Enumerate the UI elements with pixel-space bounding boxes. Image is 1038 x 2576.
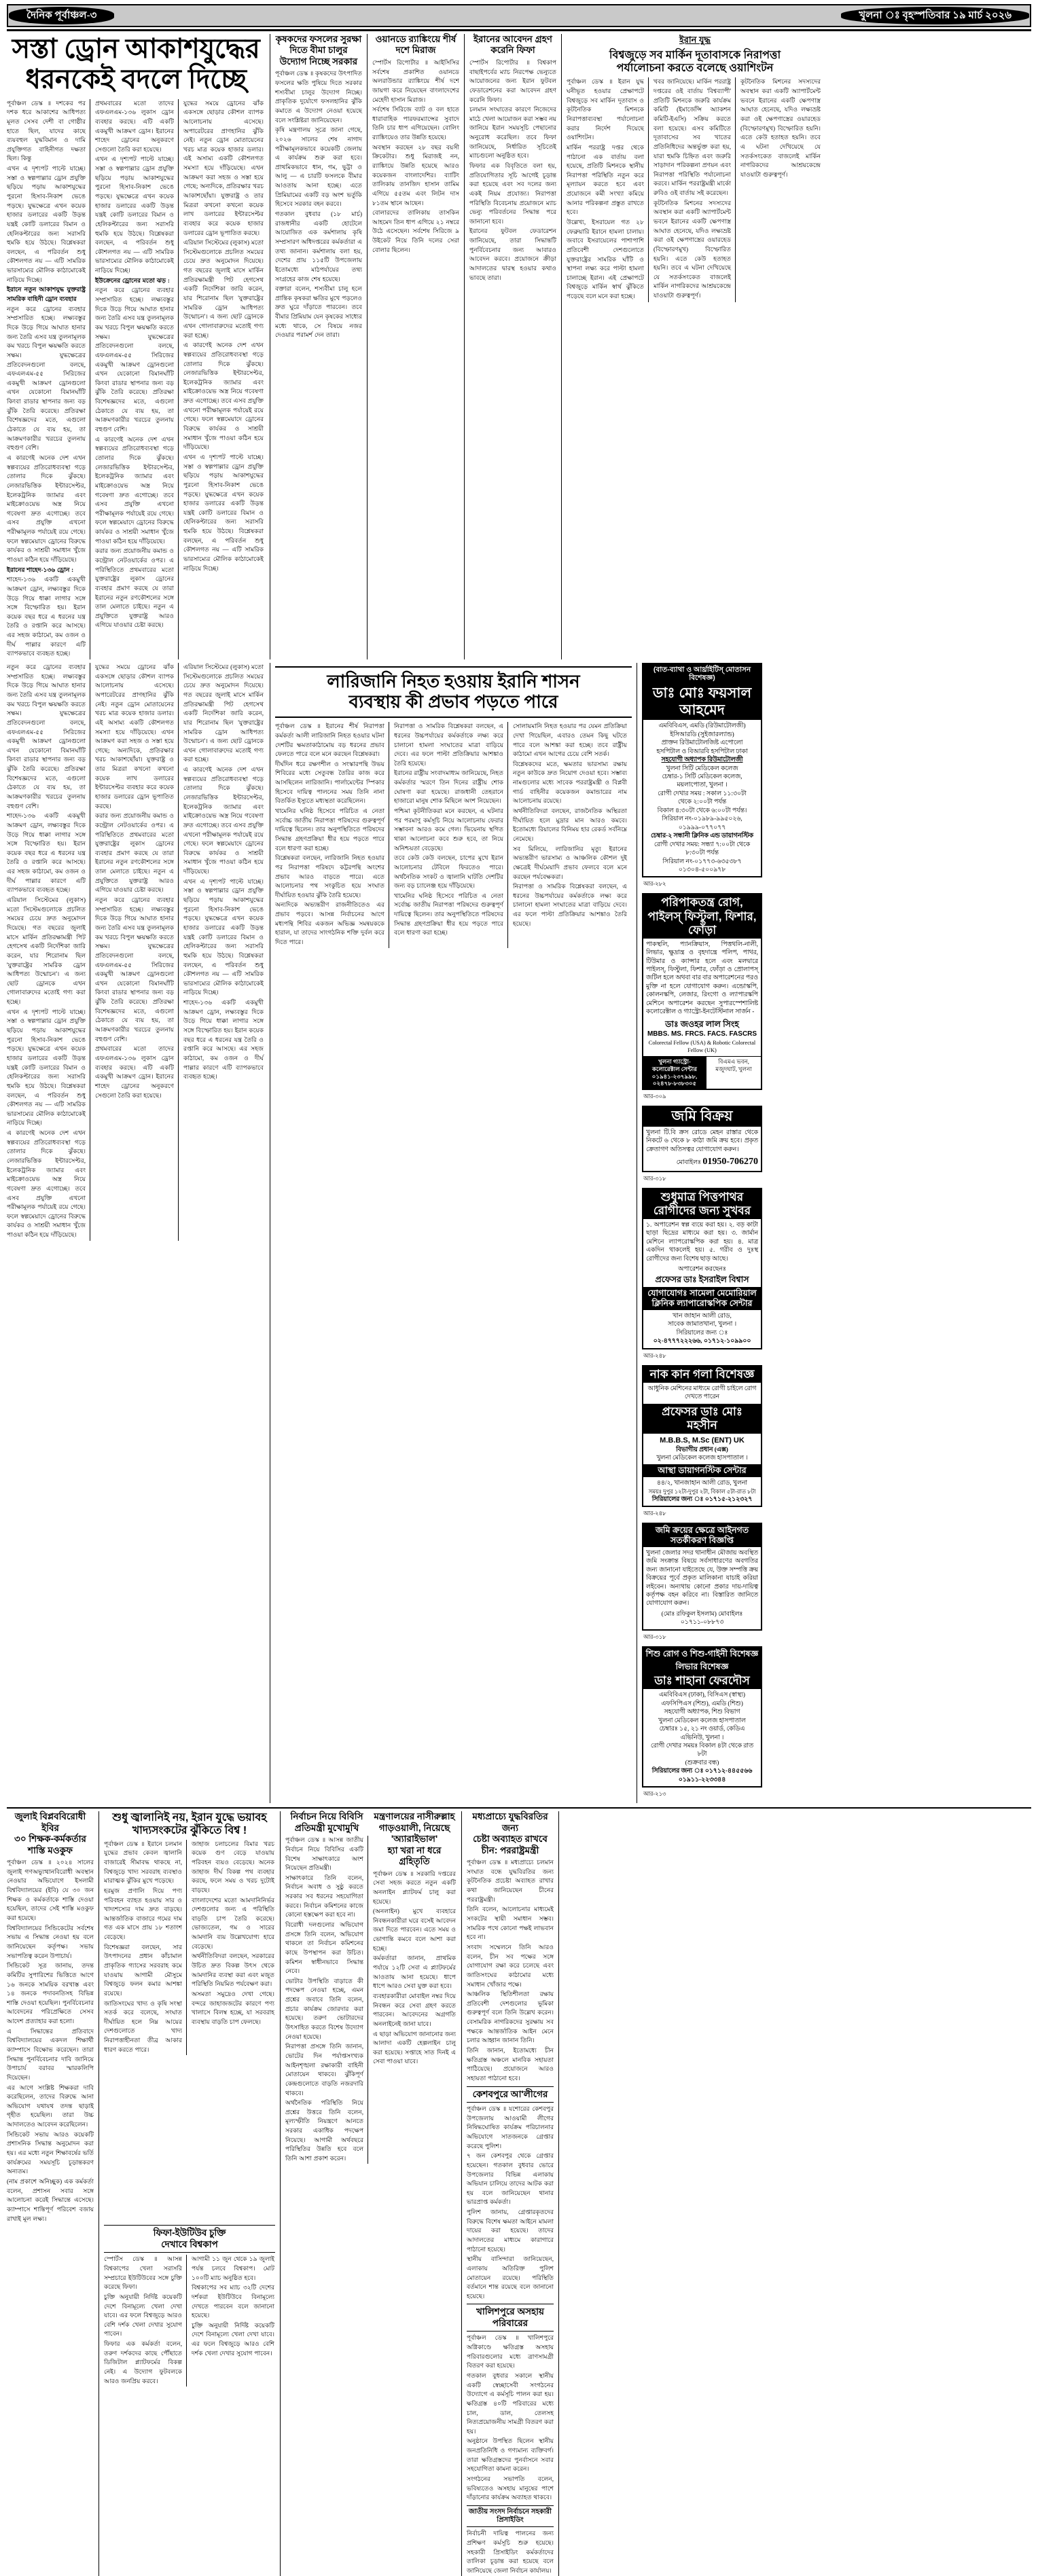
ad-gallstone-ref: আর-২৪৮ [643, 1352, 666, 1359]
lead-col-1: পূর্বাঞ্চল ডেস্ক ॥ দশকের পর দশক ধরে আকাশের আধিপত্য মূলত সেসব দেশী বা গোষ্ঠীর হাতে ছিল, যাদের কাছে ব্যয়বহুল যুদ্ধবিমান ও দামি প্রযুক্তিগত বাহিনীগত দক্ষতা ছিল। কিন্তু এখন এ দৃশ্যপট পাল্টে যাচ্ছে। সস্তা ও স্বল্পপাল্লার ড্রোন প্রযুক্তি ছড়িয়ে পড়ায় আকাশযুদ্ধের পুরনো হিসাব-নিকাশ ভেঙে পড়ছে। যুদ্ধক্ষেত্রে এখন কয়েক হাজার ডলারের একটি উড়ন্ত যন্ত্রই কোটি ডলারের বিমান ও হেলিকপ্টারের জন্য সরাসরি হুমকি হয়ে উঠছে। বিশ্লেষকরা বলছেন, এ পরিবর্তন শুধু কৌশলগত নয় — এটি সামরিক ভারসাম্যের মৌলিক কাঠামোকেই নাড়িয়ে দিচ্ছে। ইরানে নতুন আকাশযুদ্ধ যুক্তরাষ্ট্র সামরিক বাহিনী ড্রোন ব্যবহার নতুন করে ড্রোনের ব্যবহার সম্প্রসারিত হচ্ছে। লক্ষ্যবস্তুর দিকে উড়ে গিয়ে আঘাত হানার জন্য তৈরি এসব যন্ত্র তুলনামূলক কম খরচে বিপুল ক্ষয়ক্ষতি করতে সক্ষম। যুদ্ধক্ষেত্রের প্রতিবেদনগুলো বলছে, এফএলএম-৫৫ সিরিজের একমুখী আক্রমণ ড্রোনগুলো এখন যেকোনো বিমানঘাঁটি কিংবা রাডার স্থাপনার জন্য বড় ঝুঁকি তৈরি করেছে। প্রতিরক্ষা বিশেষজ্ঞদের মতে, এগুলো ঠেকাতে যে ব্যয় হয়, তা আক্রমণকারীর খরচের তুলনায় বহুগুণ বেশি। এ কারণেই অনেক দেশ এখন স্বল্পব্যয়ের প্রতিরোধব্যবস্থা গড়ে তোলার দিকে ঝুঁকছে। লেজারভিত্তিক ইন্টারসেপ্টর, ইলেকট্রনিক জ্যামার এবং মাইক্রোওয়েভ অস্ত্র নিয়ে গবেষণা দ্রুত এগোচ্ছে। তবে এসব প্রযুক্তি এখনো পরীক্ষামূলক পর্যায়েই রয়ে গেছে। ফলে স্বল্পমেয়াদে ড্রোনের বিরুদ্ধে কার্যকর ও সাশ্রয়ী সমাধান খুঁজে পাওয়া কঠিন হয়ে দাঁড়িয়েছে। ইরানের শাহেদ-১৩৬ ড্রোন : শাহেদ-১৩৬ একটি একমুখী আক্রমণ ড্রোন, লক্ষ্যবস্তুর দিকে উড়ে গিয়ে ধাক্কা লাগার সঙ্গে সঙ্গে বিস্ফোরিত হয়। ইরান কয়েক বছর ধরে এ ধরনের যন্ত্র তৈরি ও রপ্তানি করে আসছে। এর সহজ কাঠামো, কম ওজন ও দীর্ঘ পাল্লার কারণে এটি ব্যাপকভাবে ব্যবহৃত হচ্ছে। [7, 99, 90, 659]
larijani-col-3: সোলায়মানি নিহত হওয়ার পর যেমন প্রতিক্রিয়া দেখা গিয়েছিল, এবারও তেমন কিছু ঘটতে পারে বলে আশঙ্কা করা হচ্ছে। তবে রাষ্ট্রীয় কাঠামো এখন আগের চেয়ে বেশি সতর্ক। বিশ্লেষকদের মতে, ক্ষমতার ভারসাম্য রক্ষায় নতুন কাউকে দ্রুত নিয়োগ দেওয়া হবে। সম্ভাব্য নামগুলোর মধ্যে সাবেক পররাষ্ট্রমন্ত্রী ও বিপ্লবী গার্ড বাহিনীর কয়েকজন কমান্ডারের নাম আলোচনায় রয়েছে। অর্থনীতিবিদরা বলছেন, রাজনৈতিক অস্থিরতা দীর্ঘায়িত হলে মুদ্রার মান আরও কমবে। ইতোমধ্যে রিয়ালের বিনিময় হার রেকর্ড সর্বনিম্নে নেমেছে। সব মিলিয়ে, লারিজানির মৃত্যু ইরানের অভ্যন্তরীণ ভারসাম্য ও আঞ্চলিক কৌশল দুই ক্ষেত্রেই দীর্ঘমেয়াদি প্রভাব ফেলবে বলে মনে করছেন পর্যবেক্ষকরা। নিরাপত্তা ও সামরিক বিশ্লেষকরা বলছেন, এ ধরনের উচ্চপর্যায়ের কর্মকর্তাকে লক্ষ্য করে চালানো হামলা সংঘাতের মাত্রা বাড়িয়ে দেবে। এর ফলে পাল্টা প্রতিক্রিয়ার আশঙ্কাও তৈরি হয়েছে। [513, 723, 627, 927]
ad-land-sale[interactable] [642, 1106, 762, 1172]
ad-gallstone-address: খান জাহান আলী রোড, সাবেক জামাতখানা, খুলনা । সিরিয়ালের জন্য ঃ ০২-৪৭৭৭২২২৬৬, ০১৭১২-১০৯৯০০ [653, 1312, 751, 1345]
ad-ent-ref: আর-২৪৮ [643, 1510, 666, 1517]
mideast-body: পূর্বাঞ্চল ডেস্ক ॥ মধ্যপ্রাচ্যে চলমান সংঘাত বন্ধে যুদ্ধবিরতির জন্য কূটনৈতিক প্রচেষ্টা অব্যাহত রাখার কথা জানিয়েছেন চীনের পররাষ্ট্রমন্ত্রী। তিনি বলেন, আলোচনার মাধ্যমেই সংকটের স্থায়ী সমাধান সম্ভব। সামরিক পথে কোনো পক্ষই লাভবান হবে না। সংবাদ সম্মেলনে তিনি আরও বলেন, চীন সব পক্ষের সঙ্গে যোগাযোগ রক্ষা করে চলেছে এবং জাতিসংঘের কাঠামোর মধ্যে সমাধান খোঁজার পক্ষে। আঞ্চলিক স্থিতিশীলতা রক্ষায় প্রতিবেশী দেশগুলোর ভূমিকা গুরুত্বপূর্ণ বলে তিনি উল্লেখ করেন। বেসামরিক নাগরিকদের সুরক্ষায় সব পক্ষকে আন্তর্জাতিক আইন মেনে চলার আহ্বান জানান তিনি। তিনি জানান, ইতোমধ্যে চীন ক্ষতিগ্রস্ত অঞ্চলে মানবিক সহায়তা পাঠিয়েছে। প্রয়োজনে আরও সহায়তা পাঠানো হবে। [467, 1859, 554, 2082]
ad-rheumatology-highlight: সহযোগী অধ্যাপক রিউমাটোলজী [661, 757, 743, 764]
fifa-story [469, 34, 556, 659]
right-ad-column-top: কূটনৈতিক মিশনের সদস্যদের অবস্থান করা একটি অ্যাপার্টমেন্ট ভবনে ইরানের একটি ক্ষেপণাস্ত্র আঘাত হেনেছে, যদিও লক্ষ্যভ্রষ্ট করা ওই ক্ষেপণাস্ত্রের ওয়ারহেড (বিস্ফোরণমুখ) বিস্ফোরিত হয়নি। এতে কেউ হতাহত হয়নি। তবে এ ঘটনা দেখিয়েছে যে সতর্কসংকেত বাজলেই মার্কিন নাগরিকদের আশ্রয়কেন্দ্রে যাওয়াটা গুরুত্বপূর্ণ। [740, 78, 821, 178]
us-embassy-col-2: খবর জানিয়েছে। মার্কিন পররাষ্ট্র দপ্তরের ওই বার্তায় 'বিশ্বব্যাপী' প্রতিটি মিশনকে জরুরি কার্যক্রম কমিটি (ইমার্জেন্সি অ্যাকশন কমিটি-ইএসি) সক্রিয় করতে বলা হয়েছে। এসব কমিটিতে দূতাবাসের সব খাতের প্রতিনিধিদের অন্তর্ভুক্ত করা হয়, যারা হুমকি চিহ্নিত এবং জরুরি সাড়াদান পরিকল্পনা প্রণয়ন এবং নিরাপত্তা পরিস্থিতি পর্যালোচনা করবে। মার্কিন পররাষ্ট্রমন্ত্রী মার্কো রুবিও ওই বার্তায় সই করেছেন। কূটনৈতিক মিশনের সদস্যদের অবস্থান করা একটি অ্যাপার্টমেন্ট ভবনে ইরানের একটি ক্ষেপণাস্ত্র আঘাত হেনেছে, যদিও লক্ষ্যভ্রষ্ট করা ওই ক্ষেপণাস্ত্রের ওয়ারহেড (বিস্ফোরণমুখ) বিস্ফোরিত হয়নি। এতে কেউ হতাহত হয়নি। তবে এ ঘটনা দেখিয়েছে যে সতর্কসংকেত বাজলেই মার্কিন নাগরিকদের আশ্রয়কেন্দ্রে যাওয়াটা গুরুত্বপূর্ণ। [654, 77, 736, 302]
ad-rheumatology-topbar: (বাত-ব্যাথা ও আর্থ্রাইটিস্ মোতাসন বিশেষজ্ঞ) [643, 664, 761, 684]
divider-4 [561, 34, 562, 659]
ad-land-law-contact: (মোঃ রফিকুল ইসলাম) মোবাইলঃ ০১৭১১-০৮৮৭৩ [661, 1610, 743, 1627]
ad-rheumatology-ref: আর-২৮২ [643, 881, 666, 888]
ad-gastro-credentials [643, 1019, 761, 1056]
lead-col-3: যুদ্ধের সময়ে ড্রোনের ঝাঁক একসঙ্গে ছোড়ার কৌশল ব্যাপক আলোচনায় এসেছে। অপারেটরের প্রাণহানির ঝুঁকি নেই। নতুন ড্রোন মোতায়েনের খরচ মাত্র কয়েক হাজার ডলার। এই অসাম্য একটি কৌশলগত সমস্যা হয়ে দাঁড়িয়েছে। এখন আক্রমণ করা সহজ ও সস্তা হয়ে গেছে; অন্যদিকে, প্রতিরক্ষার খরচ আকাশছোঁয়া। যুক্তরাষ্ট্র ও তার মিত্ররা কখনো কখনো কয়েক লাখ ডলারের ইন্টারসেপ্টর ব্যবহার করে কয়েক হাজার ডলারের ড্রোন ভূপাতিত করছে। এরিয়াল সিস্টেমের (লুকাস) মতো সিস্টেমগুলোকে প্রচলিত সময়ের চেয়ে দ্রুত অনুমোদন দিয়েছে। গত বছরের জুলাই মাসে মার্কিন প্রতিরক্ষামন্ত্রী পিট হেগসেথ একটি নির্দেশিকা জারি করেন, যার শিরোনাম ছিল 'যুক্তরাষ্ট্রের সামরিক ড্রোন আধিপত্য উন্মোচন'। এ জন্য ছোট ড্রোনকে এখন গোলাবারুদের মতোই গণ্য করা হচ্ছে। এ কারণেই অনেক দেশ এখন স্বল্পব্যয়ের প্রতিরোধব্যবস্থা গড়ে তোলার দিকে ঝুঁকছে। লেজারভিত্তিক ইন্টারসেপ্টর, ইলেকট্রনিক জ্যামার এবং মাইক্রোওয়েভ অস্ত্র নিয়ে গবেষণা দ্রুত এগোচ্ছে। তবে এসব প্রযুক্তি এখনো পরীক্ষামূলক পর্যায়েই রয়ে গেছে। ফলে স্বল্পমেয়াদে ড্রোনের বিরুদ্ধে কার্যকর ও সাশ্রয়ী সমাধান খুঁজে পাওয়া কঠিন হয়ে দাঁড়িয়েছে। এখন এ দৃশ্যপট পাল্টে যাচ্ছে। সস্তা ও স্বল্পপাল্লার ড্রোন প্রযুক্তি ছড়িয়ে পড়ায় আকাশযুদ্ধের পুরনো হিসাব-নিকাশ ভেঙে পড়ছে। যুদ্ধক্ষেত্রে এখন কয়েক হাজার ডলারের একটি উড়ন্ত যন্ত্রই কোটি ডলারের বিমান ও হেলিকপ্টারের জন্য সরাসরি হুমকি হয়ে উঠছে। বিশ্লেষকরা বলছেন, এ পরিবর্তন শুধু কৌশলগত নয় — এটি সামরিক ভারসাম্যের মৌলিক কাঠামোকেই নাড়িয়ে দিচ্ছে। [183, 99, 264, 572]
ad-land-sale-phone-label: মোবাইলঃ [676, 1159, 701, 1167]
ad-gastro-fellow: Colorectal Fellow (USA) & Robotic Colorectal Fellow (UK) [648, 1039, 756, 1053]
ad-child-gynae-ref: আর-২১৩ [643, 1791, 666, 1798]
lower-band [7, 1807, 1031, 2575]
us-embassy-col-1: পূর্বাঞ্চল ডেস্ক ॥ ইরান যুদ্ধ ঘনীভূত হওয়ার প্রেক্ষাপটে বিশ্বজুড়ে সব মার্কিন দূতাবাস ও কূটনৈতিক মিশনকে নিরাপত্তাব্যবস্থা পর্যালোচনা করার নির্দেশ দিয়েছে ওয়াশিংটন। মার্কিন পররাষ্ট্র দপ্তর থেকে পাঠানো এক বার্তায় বলা হয়েছে, প্রতিটি মিশনকে স্থানীয় নিরাপত্তা পরিস্থিতি নতুন করে মূল্যায়ন করতে হবে এবং প্রয়োজনে কর্মী সংখ্যা কমিয়ে আনার পরিকল্পনা প্রস্তুত রাখতে হবে। উল্লেখ্য, ইসরায়েল গত ২৮ ফেব্রুয়ারি ইরানে হামলা চালায়। জবাবে ইসরায়েলের পাশাপাশি প্রতিবেশী দেশগুলোতে যুক্তরাষ্ট্রের সামরিক ঘাঁটি ও স্থাপনা লক্ষ্য করে পাল্টা হামলা চালাচ্ছে ইরান। এই প্রেক্ষাপটে বিশ্বজুড়ে মার্কিন স্বার্থ ঝুঁকিতে পড়েছে বলে মনে করা হচ্ছে। [567, 77, 649, 302]
ad-land-law-topbar: জমি ক্রয়ের ক্ষেত্রে আইনগত সতর্কীকরণ বিজ্ঞপ্তি [643, 1524, 761, 1547]
ad-gallstone-body: ১. অপারেশন স্বল্প ব্যয়ে করা হয়। ২. বড় কাটা ছাড়া ছিদ্রের মাধ্যমে করা হয়। ৩. জার্মান মেশিনে ল্যাপরোস্কপিক করা হয়। ৪. মাত্র একদিন থাকলেই হয়। ৫. গরীব ও দুঃস্থ রোগীদের জন্য বিশেষ ছাড় আছে। [646, 1221, 758, 1263]
odi-headline: ওয়ানডে র‍্যাঙ্কিংয়ে শীর্ষ দশে মিরাজ [375, 34, 457, 56]
lead-story [7, 34, 265, 659]
us-embassy-story [567, 34, 823, 659]
ad-land-sale-topbar: জমি বিক্রয় [643, 1107, 761, 1127]
keshabpur-headline: কেশবপুরে আ'লীগের [472, 2088, 548, 2099]
ad-rheumatology-body: এমবিবিএস, এমডি (রিউমাটোলজী) ইসিআরডি (সুইজারল্যান্ড) প্রাক্তন রিউমাটোলজিষ্ট এপোলো হসপিটাল ও বিআরবি হসপিটাল ঢাকা সহযোগী অধ্যাপক রিউমাটোলজী খুলনা সিটি মেডিকেল কলেজ চেম্বার-১ সিটি মেডিকেল কলেজ, ময়লাপোতা, খুলনা । রোগী দেখার সময় : সকাল ১১:৩০টা থেকে ২:০০টা পর্যন্ত বিকাল ৪:৩০টা থেকে ৬:০০টা পর্যন্ত। সিরিয়াল নং-০১৯৮৯-৯৯৫০২৬, ০১৯৯৯-০৭৭০৭৭ চেম্বার-২ সন্ধানী ক্লিনিক এন্ড ডায়াগনস্টিক রোগী দেখার সময়: সন্ধ্যা ৭:০০টা থেকে ৮:৩০টা পর্যন্ত সিরিয়াল নং-০১৭৭৩-৬৩৫৩৮৭ ০১৩০৪-৫০০৯৭৮ [643, 720, 761, 876]
ad-gallstone-contact-bar: যোগাযোগঃ সামেলা মেমোরিয়াল ক্লিনিক ল্যাপারোস্কপিক সেন্টার [643, 1287, 761, 1310]
crop-insurance-story [275, 34, 362, 659]
ad-gastro-address: বিএমএ ভবন, মজুদঘাট, খুলনা [706, 1057, 761, 1089]
khalishpur-footer-body: নির্বাচনী দায়িত্ব পালনের জন্য প্রশিক্ষণ কর্মসূচি শুরু হয়েছে। সহকারী প্রিসাইডিং কর্মকর্তাদের তালিকা চূড়ান্ত করা হয়েছে বলে জানিয়েছে জেলা নির্বাচন কার্যালয়। [467, 2530, 554, 2574]
ad-gastro[interactable] [642, 893, 762, 1090]
bbc-story [285, 1811, 368, 2164]
divider-2 [367, 34, 368, 659]
ad-gallstone-name: প্রফেসর ডাঃ ইসরাইল বিশ্বাস [655, 1274, 749, 1284]
us-embassy-headline: বিশ্বজুড়ে সব মার্কিন দূতাবাসকে নিরাপত্তা পর্যালোচনা করতে বলেছে ওয়াশিংটন [609, 50, 781, 75]
khalishpur-headline: খালিশপুরে অসহায় পরিবারের [476, 2306, 545, 2328]
fuel-col-2: জাহাজ চলাচলের বিমার খরচ কয়েক গুণ বেড়ে যাওয়ায় পরিবহন ব্যয়ও বেড়েছে। অনেক জাহাজ দীর্ঘ বিকল্প পথ ব্যবহার করছে, ফলে সময় ও খরচ দুটোই বাড়ছে। বাংলাদেশের মতো আমদানিনির্ভর দেশগুলোর জন্য এ পরিস্থিতি বাড়তি চাপ তৈরি করেছে। ভোজ্যতেল, গম ও সারের আমদানি ব্যয় উল্লেখযোগ্য হারে বেড়েছে। অর্থনীতিবিদরা বলছেন, সরকারের উচিত দ্রুত বিকল্প উৎস থেকে আমদানির ব্যবস্থা করা এবং মজুত পরিস্থিতি নিয়মিত পর্যবেক্ষণ করা। অসমতা সমুদ্রেও দেখা গেছে। বন্দরে জাহাজজটের কারণে পণ্য খালাসে বিলম্ব হচ্ছে, যা সরবরাহ ব্যবস্থায় বাড়তি চাপ ফেলছে। [192, 1840, 274, 2025]
larijani-col-2: নিরাপত্তা ও সামরিক বিশ্লেষকরা বলছেন, এ ধরনের উচ্চপর্যায়ের কর্মকর্তাকে লক্ষ্য করে চালানো হামলা সংঘাতের মাত্রা বাড়িয়ে দেবে। এর ফলে পাল্টা প্রতিক্রিয়ার আশঙ্কাও তৈরি হয়েছে। ইরানের রাষ্ট্রীয় সংবাদমাধ্যম জানিয়েছে, নিহত কর্মকর্তার স্মরণে তিন দিনের রাষ্ট্রীয় শোক ঘোষণা করা হয়েছে। রাজধানী তেহরানে হাজারো মানুষ শোক মিছিলে অংশ নিয়েছেন। পশ্চিমা কূটনীতিকরা মনে করছেন, এ ঘটনার পর পরমাণু কর্মসূচি নিয়ে আলোচনায় ফেরার সম্ভাবনা আরও কমে গেল। ভিয়েনায় স্থগিত থাকা আলোচনা কবে শুরু হবে, তা নিয়ে অনিশ্চয়তা বেড়েছে। তবে কেউ কেউ বলছেন, চাপের মুখে ইরান আলোচনার টেবিলে ফিরতেও পারে। অর্থনৈতিক সংকট ও জ্বালানি ঘাটতি দেশটির জন্য বড় চ্যালেঞ্জ হয়ে দাঁড়িয়েছে। খামেনির ঘনিষ্ঠ হিসেবে পরিচিত এ নেতা সর্বোচ্চ জাতীয় নিরাপত্তা পরিষদের গুরুত্বপূর্ণ দায়িত্বে ছিলেন। তার অনুপস্থিতিতে পরিষদের সিদ্ধান্ত গ্রহণপ্রক্রিয়া ধীর হয়ে পড়তে পারে বলে ধারণা করা হচ্ছে। [394, 722, 508, 947]
ad-rheumatology[interactable] [642, 663, 762, 877]
ad-ent-name: প্রফেসর ডাঃ মোঃ মহসীন [643, 1404, 761, 1434]
divider-8 [280, 1811, 281, 2575]
ad-child-gynae-topbar: শিশু রোগ ও শিশু-গাইনী বিশেষজ্ঞ [643, 1648, 761, 1661]
mou-body: পূর্বাঞ্চল ডেস্ক ॥ সরকারি দপ্তরের সেবা সহজ করতে নতুন একটি অনলাইন প্ল্যাটফর্ম চালু করা হয়েছে। (অনলাইন) মুখে ব্যবহারে নিবন্ধনকারীরা ঘরে বসেই আবেদন জমা দিতে পারবেন। এতে সময় ও ভোগান্তি কমবে বলে আশা করা হচ্ছে। কর্মকর্তারা জানান, প্রাথমিক পর্যায়ে ১২টি সেবা এ প্ল্যাটফর্মের আওতায় আনা হয়েছে। ধাপে ধাপে আরও সেবা যুক্ত করা হবে। ব্যবহারকারীরা মোবাইল নম্বর দিয়ে নিবন্ধন করে সেবা গ্রহণ করতে পারবেন। আবেদনের অগ্রগতি অনলাইনেই জানা যাবে। এ ছাড়া অভিযোগ জানানোর জন্য আলাদা একটি হেল্পলাইন চালু করা হয়েছে। সপ্তাহে সাত দিনই এ সেবা পাওয়া যাবে। [373, 1870, 456, 2065]
ad-gastro-name: ডাঃ জওহর লাল সিংহ [665, 1019, 739, 1029]
mideast-headline: মধ্যপ্রাচ্যে যুদ্ধবিরতির জন্য চেষ্টা অব্যাহত রাখবে চীন: পররাষ্ট্রমন্ত্রী [472, 1811, 548, 1855]
keshabpur-body: পূর্বাঞ্চল ডেস্ক ॥ যশোরের কেশবপুর উপজেলায় আওয়ামী লীগের নিষিদ্ধঘোষিত কার্যক্রম পরিচালনার অভিযোগে সাতজনকে গ্রেপ্তার করেছে পুলিশ। ৭ জন কেশবপুর থেকে গ্রেপ্তার হয়েছেন। গতকাল বুধবার ভোরে উপজেলার বিভিন্ন এলাকায় অভিযান চালিয়ে তাদের আটক করা হয় বলে জানিয়েছেন থানার ভারপ্রাপ্ত কর্মকর্তা। পুলিশ জানায়, গ্রেপ্তারকৃতদের বিরুদ্ধে বিশেষ ক্ষমতা আইনে মামলা দায়ের করা হয়েছে। তাদের আদালতের মাধ্যমে কারাগারে পাঠানো হয়েছে। স্থানীয় বাসিন্দারা জানিয়েছেন, এলাকায় অতিরিক্ত পুলিশ মোতায়েন রয়েছে। পরিস্থিতি বর্তমানে শান্ত রয়েছে বলে জানানো হয়েছে। [467, 2105, 554, 2300]
masthead-left-ear: দৈনিক পূর্বাঞ্চল-৩ [9, 7, 114, 24]
ad-land-sale-ref: আর-৩১৮ [643, 1175, 666, 1182]
ad-land-law-ref: আর-৩১৮ [643, 1633, 666, 1640]
july-story [7, 1811, 94, 2575]
july-headline: জুলাই বিপ্লববিরোধী ইবির ৩০ শিক্ষক-কর্মকর্তার শাস্তি মওকুফ [14, 1811, 86, 1855]
mid-band [7, 663, 1031, 1803]
right-news-column [467, 1811, 554, 2575]
lead-cont-col-2: যুদ্ধের সময়ে ড্রোনের ঝাঁক একসঙ্গে ছোড়ার কৌশল ব্যাপক আলোচনায় এসেছে। অপারেটরের প্রাণহানির ঝুঁকি নেই। নতুন ড্রোন মোতায়েনের খরচ মাত্র কয়েক হাজার ডলার। এই অসাম্য একটি কৌশলগত সমস্যা হয়ে দাঁড়িয়েছে। এখন আক্রমণ করা সহজ ও সস্তা হয়ে গেছে; অন্যদিকে, প্রতিরক্ষার খরচ আকাশছোঁয়া। যুক্তরাষ্ট্র ও তার মিত্ররা কখনো কখনো কয়েক লাখ ডলারের ইন্টারসেপ্টর ব্যবহার করে কয়েক হাজার ডলারের ড্রোন ভূপাতিত করছে। করার জন্য প্রয়োজনীয় কমান্ড ও কন্ট্রোল নেটওয়ার্কের ওপর। এ পরিস্থিতিতে প্রথমবারের মতো যুক্তরাষ্ট্রের লুকাস ড্রোনের ব্যবহার প্রমাণ করছে যে তারা ইরানের নতুন রণকৌশলের সঙ্গে তাল মেলাতে চাইছে। নতুন এ প্রযুক্তিতে যুক্তরাষ্ট্র আরও এগিয়ে যাওয়ার চেষ্টা করছে। নতুন করে ড্রোনের ব্যবহার সম্প্রসারিত হচ্ছে। লক্ষ্যবস্তুর দিকে উড়ে গিয়ে আঘাত হানার জন্য তৈরি এসব যন্ত্র তুলনামূলক কম খরচে বিপুল ক্ষয়ক্ষতি করতে সক্ষম। যুদ্ধক্ষেত্রের প্রতিবেদনগুলো বলছে, এফএলএম-৫৫ সিরিজের একমুখী আক্রমণ ড্রোনগুলো এখন যেকোনো বিমানঘাঁটি কিংবা রাডার স্থাপনার জন্য বড় ঝুঁকি তৈরি করেছে। প্রতিরক্ষা বিশেষজ্ঞদের মতে, এগুলো ঠেকাতে যে ব্যয় হয়, তা আক্রমণকারীর খরচের তুলনায় বহুগুণ বেশি। প্রথমবারের মতো তাদের এফএলএম-১৩৬ লুকাস ড্রোন ব্যবহার করছে। এটি একটি একমুখী আক্রমণ ড্রোন। ইরানের শাহেদ ড্রোনের অনুকরণে সেগুলো তৈরি করা হয়েছে। [95, 663, 179, 1241]
ad-gastro-body: পাকস্থলি, প্যানক্রিয়াস, পিত্তথলি-নালী, লিভার, ক্ষুদ্রান্ত্র ও বৃহদান্ত্রে পলিপ, পাথর, টিউমার ও ক্যান্সার হলে এবং মলদ্বারে পাইলস্, ফিস্টুলা, ফিশার, ফোঁড়া ও প্রোলাপস্ জটিল হলে অথবা বার বার অপারেশনের পরও মুক্তি না হলে যোগাযোগ করুন। এন্ডোস্কপি, কোলনস্কপি, লেজার, রিংগো ও ল্যাপারস্কপি মেশিনে অপারেশন করছেন সুপারস্পেশালিষ্ট কলোরেক্টাল ও গ্যাস্ট্রো-ইনটেস্টিনাল সার্জন - [646, 941, 758, 1016]
larijani-headline: লারিজানি নিহত হওয়ায় ইরানি শাসন ব্যবস্থায় কী প্রভাব পড়তে পারে [327, 671, 580, 712]
right-ad-rail [642, 663, 762, 1803]
ad-gallstone-surgeon: অপারেশন করছেনঃ প্রফেসর ডাঃ ইসরাইল বিশ্বাস [643, 1265, 761, 1287]
ad-gastro-ref: আর-৩০৯ [643, 1093, 666, 1100]
ad-child-gynae[interactable] [642, 1646, 762, 1788]
lead-headline: সস্তা ড্রোন আকাশযুদ্ধের ধরনকেই বদলে দিচ্ছে [12, 34, 260, 94]
ad-ent-topbar: নাক কান গলা বিশেষজ্ঞ [643, 1366, 761, 1383]
ad-child-gynae-body: এমবিবিএস (ঢাকা), বিসিএস (স্বাস্থ্য) এফসিপিএস (শিশু), এমডি (শিশু) সহযোগী অধ্যাপক, শিশু বিভাগ খুলনা মেডিকেল কলেজ হাসপাতাল চেম্বারঃ ১৫, ২১ নং ওয়ার্ড, কেডিএ এভিনিউ, খুলনা । রোগী দেখার সময়ঃ বিকাল ৪টা থেকে রাত ৮টা (শুক্রবার বন্ধ) সিরিয়ালের জন্য ঃ ০১৭১২-৪৪৫৫৬৬ ০১৯১১-২২৩৩৪৪ [650, 1692, 754, 1783]
larijani-headline-box [275, 666, 632, 718]
ad-gastro-center: খুলনা গ্যাস্ট্রো-কলোরেক্টাল সেন্টার ০১৯৪১-২৩৭৯৯৮, ০২৪৭৮-৮৩৮৩০৫ [643, 1057, 706, 1089]
fifa-youtube-headline-box [104, 2225, 275, 2253]
fifa-youtube-col-1: স্পোর্টস ডেস্ক ॥ আসন্ন বিশ্বকাপের খেলা সরাসরি সম্প্রচারে ইউটিউবের সঙ্গে চুক্তি করেছে ফিফা। চুক্তি অনুযায়ী নির্দিষ্ট কয়েকটি দেশে বিনামূল্যে খেলা দেখা যাবে। এর ফলে বিশ্বজুড়ে আরও বেশি দর্শক খেলা দেখার সুযোগ পাবেন। ফিফার এক কর্মকর্তা বলেন, তরুণ দর্শকদের কাছে পৌঁছাতে ডিজিটাল প্ল্যাটফর্মের বিকল্প নেই। এ উদ্যোগ ফুটবলকে আরও জনপ্রিয় করবে। [104, 2255, 187, 2387]
fuel-headline: শুধু জ্বালানিই নয়, ইরান যুদ্ধে ভয়াবহ খাদ্যসংকটের ঝুঁকিতে বিশ্ব ! [112, 1812, 267, 1837]
ad-ent-contact: ৪৪/২, খানজাহান আলী রোড, খুলনা সময়ঃ দুপুর ১২টা-দুপুর ২টা, বিকাল ৫টা-রাত ৮টা সিরিয়ালের জন্য ঃ ০১৭১৫-২১২৩২৭ [648, 1480, 756, 1503]
fifa-youtube-col-2: আগামী ১১ জুন থেকে ১৯ জুলাই পর্যন্ত চলবে বিশ্বকাপ। মোট ১০০টি ম্যাচ অনুষ্ঠিত হবে। বিশ্বকাপের সব ম্যাচ ৩২টি দেশের দর্শকরা ইউটিউবে বিনামূল্যে দেখতে পারবেন বলে জানানো হয়েছে। চুক্তি অনুযায়ী নির্দিষ্ট কয়েকটি দেশে বিনামূল্যে খেলা দেখা যাবে। এর ফলে বিশ্বজুড়ে আরও বেশি দর্শক খেলা দেখার সুযোগ পাবেন। [192, 2255, 274, 2357]
ad-ent-center-bar: আস্থা ডায়াগনস্টিক সেন্টার [643, 1464, 761, 1477]
ad-child-gynae-subbar: লিভার বিশেষজ্ঞ [643, 1661, 761, 1673]
ad-ent-degrees: M.B.B.S, M.Sc (ENT) UK [660, 1436, 745, 1445]
ad-rheumatology-name: ডাঃ মোঃ ফয়সাল আহমেদ [643, 684, 761, 721]
ad-gastro-topbar: পরিপাকতন্ত্র রোগ, পাইলস্ ফিস্টুলা, ফিশার, ফোঁড়া [643, 894, 761, 938]
lead-cont-col-1: নতুন করে ড্রোনের ব্যবহার সম্প্রসারিত হচ্ছে। লক্ষ্যবস্তুর দিকে উড়ে গিয়ে আঘাত হানার জন্য তৈরি এসব যন্ত্র তুলনামূলক কম খরচে বিপুল ক্ষয়ক্ষতি করতে সক্ষম। যুদ্ধক্ষেত্রের প্রতিবেদনগুলো বলছে, এফএলএম-৫৫ সিরিজের একমুখী আক্রমণ ড্রোনগুলো এখন যেকোনো বিমানঘাঁটি কিংবা রাডার স্থাপনার জন্য বড় ঝুঁকি তৈরি করেছে। প্রতিরক্ষা বিশেষজ্ঞদের মতে, এগুলো ঠেকাতে যে ব্যয় হয়, তা আক্রমণকারীর খরচের তুলনায় বহুগুণ বেশি। শাহেদ-১৩৬ একটি একমুখী আক্রমণ ড্রোন, লক্ষ্যবস্তুর দিকে উড়ে গিয়ে ধাক্কা লাগার সঙ্গে সঙ্গে বিস্ফোরিত হয়। ইরান কয়েক বছর ধরে এ ধরনের যন্ত্র তৈরি ও রপ্তানি করে আসছে। এর সহজ কাঠামো, কম ওজন ও দীর্ঘ পাল্লার কারণে এটি ব্যাপকভাবে ব্যবহৃত হচ্ছে। এরিয়াল সিস্টেমের (লুকাস) মতো সিস্টেমগুলোকে প্রচলিত সময়ের চেয়ে দ্রুত অনুমোদন দিয়েছে। গত বছরের জুলাই মাসে মার্কিন প্রতিরক্ষামন্ত্রী পিট হেগসেথ একটি নির্দেশিকা জারি করেন, যার শিরোনাম ছিল 'যুক্তরাষ্ট্রের সামরিক ড্রোন আধিপত্য উন্মোচন'। এ জন্য ছোট ড্রোনকে এখন গোলাবারুদের মতোই গণ্য করা হচ্ছে। এখন এ দৃশ্যপট পাল্টে যাচ্ছে। সস্তা ও স্বল্পপাল্লার ড্রোন প্রযুক্তি ছড়িয়ে পড়ায় আকাশযুদ্ধের পুরনো হিসাব-নিকাশ ভেঙে পড়ছে। যুদ্ধক্ষেত্রে এখন কয়েক হাজার ডলারের একটি উড়ন্ত যন্ত্রই কোটি ডলারের বিমান ও হেলিকপ্টারের জন্য সরাসরি হুমকি হয়ে উঠছে। বিশ্লেষকরা বলছেন, এ পরিবর্তন শুধু কৌশলগত নয় — এটি সামরিক ভারসাম্যের মৌলিক কাঠামোকেই নাড়িয়ে দিচ্ছে। এ কারণেই অনেক দেশ এখন স্বল্পব্যয়ের প্রতিরোধব্যবস্থা গড়ে তোলার দিকে ঝুঁকছে। লেজারভিত্তিক ইন্টারসেপ্টর, ইলেকট্রনিক জ্যামার এবং মাইক্রোওয়েভ অস্ত্র নিয়ে গবেষণা দ্রুত এগোচ্ছে। তবে এসব প্রযুক্তি এখনো পরীক্ষামূলক পর্যায়েই রয়ে গেছে। ফলে স্বল্পমেয়াদে ড্রোনের বিরুদ্ধে কার্যকর ও সাশ্রয়ী সমাধান খুঁজে পাওয়া কঠিন হয়ে দাঁড়িয়েছে। [7, 663, 90, 1241]
fifa-youtube-headline: ফিফা-ইউটিউব চুক্তি দেখাবে বিশ্বকাপ [153, 2228, 226, 2249]
divider-9 [461, 1811, 462, 2575]
top-band [7, 34, 1031, 659]
ad-ent-credentials [643, 1434, 761, 1465]
ad-land-law[interactable] [642, 1523, 762, 1631]
masthead-right-ear: খুলনা ঃ বৃহস্পতিবার ১৯ মার্চ ২০২৬ [841, 7, 1029, 24]
masthead-rule [7, 29, 1031, 31]
us-embassy-kicker: ইরান যুদ্ধ [679, 35, 711, 45]
ad-ent[interactable] [642, 1365, 762, 1507]
ad-rail-continuation [564, 1811, 684, 2575]
ad-ent-post: বিভাগীয় প্রধান (এক্স) [676, 1446, 728, 1453]
odi-story [372, 34, 459, 659]
divider-10 [558, 1811, 559, 2575]
masthead [7, 4, 1031, 27]
ad-gastro-degrees: MBBS. MS. FRCS. FACS. FASCRS [647, 1030, 757, 1038]
bbc-mou-block [285, 1811, 457, 2575]
bbc-headline: নির্বাচন নিয়ে বিবিসি প্রতিমন্ত্রী মুখোমুখি [290, 1811, 363, 1833]
keshabpur-headline-box [467, 2086, 554, 2103]
ad-land-sale-phone[interactable]: 01950-706270 [702, 1157, 758, 1167]
khalishpur-body: পূর্বাঞ্চল ডেস্ক ॥ খালিশপুরে অগ্নিকাণ্ডে ক্ষতিগ্রস্ত অসহায় পরিবারগুলোর মধ্যে ত্রাণসামগ্রী বিতরণ করা হয়েছে। গতকাল বুধবার সকালে স্থানীয় একটি স্বেচ্ছাসেবী সংগঠনের উদ্যোগে এ কর্মসূচি পালন করা হয়। ক্ষতিগ্রস্ত ৪০টি পরিবারের মধ্যে চাল, ডাল, তেলসহ নিত্যপ্রয়োজনীয় সামগ্রী বিতরণ করা হয়। অনুষ্ঠানে উপস্থিত ছিলেন স্থানীয় জনপ্রতিনিধি ও গণ্যমান্য ব্যক্তিবর্গ। তারা ক্ষতিগ্রস্তদের পুনর্বাসনে সবার সহযোগিতা কামনা করেন। সংগঠনের সভাপতি বলেন, ভবিষ্যতেও অসহায় মানুষের পাশে দাঁড়ানোর কার্যক্রম অব্যাহত থাকবে। [467, 2334, 554, 2501]
ad-land-sale-body: খুলনা টি.বি ক্রস রোডে মেহন রাস্তার থেকে নিকটে ৬ থেকে ৮ কাঠা জমি ক্রয় হবে। প্রকৃত ক্রেতাগণ অতিসত্বর যোগাযোগ করুন। [646, 1129, 758, 1153]
divider-3 [464, 34, 465, 659]
fuel-story [104, 1811, 275, 2575]
larijani-feature [275, 663, 632, 1803]
khalishpur-footer-box [467, 2505, 554, 2527]
lead-cont-col-3: এরিয়াল সিস্টেমের (লুকাস) মতো সিস্টেমগুলোকে প্রচলিত সময়ের চেয়ে দ্রুত অনুমোদন দিয়েছে। গত বছরের জুলাই মাসে মার্কিন প্রতিরক্ষামন্ত্রী পিট হেগসেথ একটি নির্দেশিকা জারি করেন, যার শিরোনাম ছিল 'যুক্তরাষ্ট্রের সামরিক ড্রোন আধিপত্য উন্মোচন'। এ জন্য ছোট ড্রোনকে এখন গোলাবারুদের মতোই গণ্য করা হচ্ছে। এ কারণেই অনেক দেশ এখন স্বল্পব্যয়ের প্রতিরোধব্যবস্থা গড়ে তোলার দিকে ঝুঁকছে। লেজারভিত্তিক ইন্টারসেপ্টর, ইলেকট্রনিক জ্যামার এবং মাইক্রোওয়েভ অস্ত্র নিয়ে গবেষণা দ্রুত এগোচ্ছে। তবে এসব প্রযুক্তি এখনো পরীক্ষামূলক পর্যায়েই রয়ে গেছে। ফলে স্বল্পমেয়াদে ড্রোনের বিরুদ্ধে কার্যকর ও সাশ্রয়ী সমাধান খুঁজে পাওয়া কঠিন হয়ে দাঁড়িয়েছে। এখন এ দৃশ্যপট পাল্টে যাচ্ছে। সস্তা ও স্বল্পপাল্লার ড্রোন প্রযুক্তি ছড়িয়ে পড়ায় আকাশযুদ্ধের পুরনো হিসাব-নিকাশ ভেঙে পড়ছে। যুদ্ধক্ষেত্রে এখন কয়েক হাজার ডলারের একটি উড়ন্ত যন্ত্রই কোটি ডলারের বিমান ও হেলিকপ্টারের জন্য সরাসরি হুমকি হয়ে উঠছে। বিশ্লেষকরা বলছেন, এ পরিবর্তন শুধু কৌশলগত নয় — এটি সামরিক ভারসাম্যের মৌলিক কাঠামোকেই নাড়িয়ে দিচ্ছে। শাহেদ-১৩৬ একটি একমুখী আক্রমণ ড্রোন, লক্ষ্যবস্তুর দিকে উড়ে গিয়ে ধাক্কা লাগার সঙ্গে সঙ্গে বিস্ফোরিত হয়। ইরান কয়েক বছর ধরে এ ধরনের যন্ত্র তৈরি ও রপ্তানি করে আসছে। এর সহজ কাঠামো, কম ওজন ও দীর্ঘ পাল্লার কারণে এটি ব্যাপকভাবে ব্যবহৃত হচ্ছে। [183, 664, 264, 1081]
crop-insurance-body: পূর্বাঞ্চল ডেস্ক ॥ কৃষকদের উৎপাদিত ফসলের ক্ষতি পুষিয়ে দিতে সরকার শস্যবীমা চালুর উদ্যোগ নিচ্ছে। প্রাকৃতিক দুর্যোগে ফসলহানির ঝুঁকি কমাতে এ উদ্যোগ নেওয়া হয়েছে বলে সংশ্লিষ্টরা জানিয়েছেন। কৃষি মন্ত্রণালয় সূত্রে জানা গেছে, ২০২৬ সালের শেষ নাগাদ পরীক্ষামূলকভাবে কয়েকটি জেলায় এ কার্যক্রম শুরু করা হবে। প্রাথমিকভাবে ধান, গম, ভুট্টা ও আলু — এ চারটি ফসলকে বীমার আওতায় আনা হচ্ছে। এতে প্রিমিয়ামের একটি বড় অংশ ভর্তুকি হিসেবে সরকার বহন করবে। গতকাল বুধবার (১৮ মার্চ) রাজধানীর একটি হোটেলে আয়োজিত এক কর্মশালায় কৃষি সম্প্রসারণ অধিদপ্তরের কর্মকর্তারা এ তথ্য জানান। কর্মশালায় বলা হয়, দেশের প্রায় ১১৫টি উপজেলায় ইতোমধ্যে মাঠপর্যায়ের তথ্য সংগ্রহের কাজ শেষ হয়েছে। বক্তারা বলেন, শস্যবীমা চালু হলে প্রান্তিক কৃষকরা ক্ষতির মুখে পড়লেও দ্রুত ঘুরে দাঁড়াতে পারবেন। তবে বীমার প্রিমিয়াম যেন কৃষকের সাধ্যের মধ্যে থাকে, সে বিষয়ে নজর দেওয়ার পরামর্শ দেন তারা। [275, 70, 362, 339]
khalishpur-footer-head: জাতীয় সংসদ নির্বাচনে সহকারী প্রিসাইডিং [468, 2507, 552, 2524]
ad-land-law-body: খুলনা জেলার সদর থানাধীন মৌজায় অবস্থিত জমি সংক্রান্ত বিষয়ে সর্বসাধারণের অবগতির জন্য জানানো যাইতেছে যে, উক্ত সম্পত্তি ক্রয় বিক্রয়ের পূর্বে প্রকৃত মালিকানা যাচাই করিয়া লইবেন। অন্যথায় কোনো প্রকার দায়-দায়িত্ব কর্তৃপক্ষ বহন করিবে না। বিস্তারিত জানিতে যোগাযোগ করুন। [646, 1549, 758, 1608]
ad-child-gynae-name: ডাঃ শাহানা ফেরদৌস [643, 1673, 761, 1689]
bbc-body: পূর্বাঞ্চল ডেস্ক ॥ আসন্ন জাতীয় নির্বাচন নিয়ে বিবিসির একটি বিশেষ সাক্ষাৎকারে অংশ নিয়েছেন প্রতিমন্ত্রী। সাক্ষাৎকারে তিনি বলেন, নির্বাচন অবাধ ও সুষ্ঠু করতে সরকার সব ধরনের সহযোগিতা করবে। নির্বাচন কমিশনের কাজে কোনো হস্তক্ষেপ করা হবে না। বিরোধী দলগুলোর অভিযোগ প্রসঙ্গে তিনি বলেন, অভিযোগ থাকলে তা নির্বাচন কমিশনের কাছে উপস্থাপন করা উচিত। কমিশন স্বাধীনভাবে সিদ্ধান্ত নেবে। ভোটার উপস্থিতি বাড়াতে কী পদক্ষেপ নেওয়া হচ্ছে, এমন প্রশ্নের জবাবে তিনি বলেন, প্রচার কার্যক্রম জোরদার করা হয়েছে। তরুণ ভোটারদের উৎসাহিত করতে বিশেষ উদ্যোগ নেওয়া হয়েছে। নিরাপত্তা প্রসঙ্গে তিনি জানান, ভোটের দিন পর্যাপ্তসংখ্যক আইনশৃঙ্খলা রক্ষাকারী বাহিনী মোতায়েন থাকবে। ঝুঁকিপূর্ণ কেন্দ্রগুলোতে বাড়তি নজরদারি থাকবে। অর্থনৈতিক পরিস্থিতি নিয়ে প্রশ্নের উত্তরে তিনি বলেন, মূল্যস্ফীতি নিয়ন্ত্রণে আনতে সরকার একাধিক পদক্ষেপ নিয়েছে। আগামী অর্থবছরে পরিস্থিতির উন্নতি হবে বলে তিনি আশা প্রকাশ করেন। [285, 1836, 368, 2163]
crop-insurance-headline: কৃষকদের ফসলের সুরক্ষা দিতে বীমা চালুর উদ্যোগ নিচ্ছে সরকার [275, 34, 362, 67]
khalishpur-headline-box [467, 2304, 554, 2332]
lead-col-2: প্রথমবারের মতো তাদের এফএলএম-১৩৬ লুকাস ড্রোন ব্যবহার করছে। এটি একটি একমুখী আক্রমণ ড্রোন। ইরানের শাহেদ ড্রোনের অনুকরণে সেগুলো তৈরি করা হয়েছে। এখন এ দৃশ্যপট পাল্টে যাচ্ছে। সস্তা ও স্বল্পপাল্লার ড্রোন প্রযুক্তি ছড়িয়ে পড়ায় আকাশযুদ্ধের পুরনো হিসাব-নিকাশ ভেঙে পড়ছে। যুদ্ধক্ষেত্রে এখন কয়েক হাজার ডলারের একটি উড়ন্ত যন্ত্রই কোটি ডলারের বিমান ও হেলিকপ্টারের জন্য সরাসরি হুমকি হয়ে উঠছে। বিশ্লেষকরা বলছেন, এ পরিবর্তন শুধু কৌশলগত নয় — এটি সামরিক ভারসাম্যের মৌলিক কাঠামোকেই নাড়িয়ে দিচ্ছে। ইউক্রেনের ড্রোনের মতো ঝড় : নতুন করে ড্রোনের ব্যবহার সম্প্রসারিত হচ্ছে। লক্ষ্যবস্তুর দিকে উড়ে গিয়ে আঘাত হানার জন্য তৈরি এসব যন্ত্র তুলনামূলক কম খরচে বিপুল ক্ষয়ক্ষতি করতে সক্ষম। যুদ্ধক্ষেত্রের প্রতিবেদনগুলো বলছে, এফএলএম-৫৫ সিরিজের একমুখী আক্রমণ ড্রোনগুলো এখন যেকোনো বিমানঘাঁটি কিংবা রাডার স্থাপনার জন্য বড় ঝুঁকি তৈরি করেছে। প্রতিরক্ষা বিশেষজ্ঞদের মতে, এগুলো ঠেকাতে যে ব্যয় হয়, তা আক্রমণকারীর খরচের তুলনায় বহুগুণ বেশি। এ কারণেই অনেক দেশ এখন স্বল্পব্যয়ের প্রতিরোধব্যবস্থা গড়ে তোলার দিকে ঝুঁকছে। লেজারভিত্তিক ইন্টারসেপ্টর, ইলেকট্রনিক জ্যামার এবং মাইক্রোওয়েভ অস্ত্র নিয়ে গবেষণা দ্রুত এগোচ্ছে। তবে এসব প্রযুক্তি এখনো পরীক্ষামূলক পর্যায়েই রয়ে গেছে। ফলে স্বল্পমেয়াদে ড্রোনের বিরুদ্ধে কার্যকর ও সাশ্রয়ী সমাধান খুঁজে পাওয়া কঠিন হয়ে দাঁড়িয়েছে। করার জন্য প্রয়োজনীয় কমান্ড ও কন্ট্রোল নেটওয়ার্কের ওপর। এ পরিস্থিতিতে প্রথমবারের মতো যুক্তরাষ্ট্রের লুকাস ড্রোনের ব্যবহার প্রমাণ করছে যে তারা ইরানের নতুন রণকৌশলের সঙ্গে তাল মেলাতে চাইছে। নতুন এ প্রযুক্তিতে যুক্তরাষ্ট্র আরও এগিয়ে যাওয়ার চেষ্টা করছে। [95, 99, 179, 659]
mou-headline: মন্ত্রণালয়ের নাসীরুল্লাহ গাড়ওয়ালী, নিয়েছে 'অ্যারাইভাল' হ্যা খরা না ধরে গ্রহিতৃতি [374, 1811, 455, 1867]
ad-gastro-contact [643, 1056, 761, 1089]
larijani-col-1: পূর্বাঞ্চল ডেস্ক ॥ ইরানের শীর্ষ নিরাপত্তা কর্মকর্তা আলী লারিজানি নিহত হওয়ার ঘটনা দেশটির ক্ষমতাকাঠামোয় বড় ধরনের প্রভাব ফেলতে পারে বলে মনে করছেন বিশ্লেষকরা। দীর্ঘদিন ধরে রক্ষণশীল ও সংস্কারপন্থি উভয় শিবিরের মধ্যে সেতুবন্ধ তৈরির কাজ করে আসছিলেন লারিজানি। পার্লামেন্টের স্পিকার হিসেবে দায়িত্ব পালনের সময় তিনি নানা বিতর্কিত ইস্যুতে মধ্যস্থতা করেছিলেন। খামেনির ঘনিষ্ঠ হিসেবে পরিচিত এ নেতা সর্বোচ্চ জাতীয় নিরাপত্তা পরিষদের গুরুত্বপূর্ণ দায়িত্বে ছিলেন। তার অনুপস্থিতিতে পরিষদের সিদ্ধান্ত গ্রহণপ্রক্রিয়া ধীর হয়ে পড়তে পারে বলে ধারণা করা হচ্ছে। বিশ্লেষকরা বলছেন, লারিজানি নিহত হওয়ার পর নিরাপত্তা পরিষদে কট্টরপন্থি অংশের প্রভাব আরও বাড়তে পারে। এতে আলোচনার পথ সংকুচিত হয়ে সংঘাত দীর্ঘায়িত হওয়ার ঝুঁকি তৈরি হয়েছে। অন্যদিকে অভ্যন্তরীণ রাজনীতিতেও এর প্রভাব পড়বে। আসন্ন নির্বাচনের আগে মধ্যপন্থি শিবির একজন অভিজ্ঞ সমন্বয়ককে হারাল, যা তাদের সাংগঠনিক শক্তি দুর্বল করে দিতে পারে। [275, 722, 389, 947]
ad-gallstone[interactable] [642, 1188, 762, 1349]
fifa-headline: ইরানের আবেদন গ্রহণ করেনি ফিফা [473, 34, 552, 56]
ad-rheumatology-chamber2: চেম্বার-২ সন্ধানী ক্লিনিক এন্ড ডায়াগনস্টিক [650, 833, 754, 840]
ad-land-sale-phone-row [643, 1156, 761, 1171]
fuel-col-1: পূর্বাঞ্চল ডেস্ক ॥ ইরানে চলমান যুদ্ধের প্রভাব কেবল জ্বালানি বাজারেই সীমাবদ্ধ থাকছে না, বিশ্বজুড়ে খাদ্য সরবরাহ ব্যবস্থাও মারাত্মক ঝুঁকির মুখে পড়েছে। হরমুজ প্রণালি দিয়ে পণ্য পরিবহন ব্যাহত হওয়ায় সার ও খাদ্যশস্যের দাম দ্রুত বাড়ছে। আন্তর্জাতিক বাজারে গমের দাম গত এক মাসে প্রায় ১৮ শতাংশ বেড়েছে। বিশেষজ্ঞরা বলছেন, সার উৎপাদনের প্রধান কাঁচামাল প্রাকৃতিক গ্যাসের সরবরাহ কমে যাওয়ায় আগামী মৌসুমে বিশ্বজুড়ে ফলন কমার আশঙ্কা রয়েছে। জাতিসংঘের খাদ্য ও কৃষি সংস্থা সতর্ক করে বলেছে, সংঘাত দীর্ঘায়িত হলে নিম্ন আয়ের দেশগুলোতে খাদ্য নিরাপত্তাহীনতা তীব্র আকার ধারণ করতে পারে। [104, 1840, 187, 2056]
fifa-body: স্পোর্টস রিপোর্টার ॥ বিশ্বকাপ বাছাইপর্বের ম্যাচ নিরপেক্ষ ভেন্যুতে আয়োজনের জন্য ইরান ফুটবল ফেডারেশনের করা আবেদন গ্রহণ করেনি ফিফা। চলমান সংঘাতের কারণে নিজেদের মাঠে খেলা আয়োজন করা সম্ভব নয় জানিয়ে ইরান সময়সূচি পেছানোর অনুরোধ করেছিল। তবে ফিফা জানিয়েছে, নির্ধারিত সূচিতেই ম্যাচগুলো অনুষ্ঠিত হবে। ফিফার এক বিবৃতিতে বলা হয়, প্রতিযোগিতার সূচি আগেই চূড়ান্ত করা হয়েছে এবং সব দলের জন্য একই নিয়ম প্রযোজ্য। নিরাপত্তা পরিস্থিতি বিবেচনায় প্রয়োজনে ম্যাচ ভেন্যু পরিবর্তনের সিদ্ধান্ত পরে জানানো হবে। ইরানের ফুটবল ফেডারেশন জানিয়েছে, তারা সিদ্ধান্তটি পুনর্বিবেচনার জন্য আবারও আবেদন করবে। প্রয়োজনে ক্রীড়া আদালতের দ্বারস্থ হওয়ার কথাও ভাবছে তারা। [469, 58, 557, 281]
july-body: পূর্বাঞ্চল ডেস্ক ॥ ২০২৪ সালের জুলাই গণঅভ্যুত্থানবিরোধী অবস্থান নেওয়ার অভিযোগে ইসলামী বিশ্ববিদ্যালয়ের (ইবি) যে ৩০ জন শিক্ষক ও কর্মকর্তাকে শাস্তি দেওয়া হয়েছিল, তাদের সেই শাস্তি মওকুফ করা হয়েছে। বিশ্ববিদ্যালয়ের সিন্ডিকেটের সর্বশেষ সভায় এ সিদ্ধান্ত নেওয়া হয় বলে জানিয়েছেন কর্তৃপক্ষ। সভায় সভাপতিত্ব করেন উপাচার্য। সিন্ডিকেট সূত্র জানায়, তদন্ত কমিটির সুপারিশের ভিত্তিতে আগে ১৬ জনকে সাময়িক বরখাস্ত এবং ১৪ জনকে পদাবনতিসহ বিভিন্ন শাস্তি দেওয়া হয়েছিল। পুনর্বিবেচনার আবেদনের পরিপ্রেক্ষিতে সেসব আদেশ প্রত্যাহার করা হলো। এ সিদ্ধান্তের প্রতিবাদে বিশ্ববিদ্যালয়ের একদল শিক্ষার্থী ক্যাম্পাসে বিক্ষোভ করেছেন। তারা সিদ্ধান্ত পুনর্বিবেচনার দাবি জানিয়ে উপাচার্য বরাবর স্মারকলিপি দিয়েছেন। এর আগে সংশ্লিষ্ট শিক্ষকরা দাবি করেছিলেন, তাদের বিরুদ্ধে আনা অভিযোগ যথাযথ তদন্ত ছাড়াই গৃহীত হয়েছিল। তারা উচ্চ আদালতেও আবেদন করেছিলেন। সিন্ডিকেট সভায় আরও কয়েকটি প্রশাসনিক সিদ্ধান্ত অনুমোদন করা হয়। এর মধ্যে নতুন শিক্ষাবর্ষের ভর্তি কার্যক্রমের সময়সূচি চূড়ান্তকরণ অন্যতম। (নাম প্রকাশে অনিচ্ছুক) এক কর্মকর্তা বলেন, প্রশাসন সবার সঙ্গে আলোচনা করেই সিদ্ধান্তে এসেছে। ক্যাম্পাসে শান্তিপূর্ণ পরিবেশ বজায় রাখাই মূল লক্ষ্য। [7, 1859, 94, 2222]
lead-continuation [7, 663, 265, 1803]
odi-body: স্পোর্টস রিপোর্টার ॥ আইসিসির সর্বশেষ প্রকাশিত ওয়ানডে অলরাউন্ডার র‍্যাঙ্কিংয়ে শীর্ষ দশে জায়গা করে নিয়েছেন বাংলাদেশের মেহেদী হাসান মিরাজ। সর্বশেষ সিরিজে ব্যাট ও বল হাতে ধারাবাহিক পারফরম্যান্সের সুবাদে তিনি চার ধাপ এগিয়েছেন। বোলিং র‍্যাঙ্কিংয়েও তার উন্নতি হয়েছে। অবস্থান করছেন ২৮ বছর বয়সী ক্রিকেটার। শুধু মিরাজই নন, র‍্যাঙ্কিংয়ে উন্নতি হয়েছে আরও কয়েকজন বাংলাদেশির। ব্যাটিং তালিকায় তানজিদ হাসান তামিম এগিয়ে ৫৫তম এবং লিটন দাস ৮১তম স্থানে আছেন। বোলারদের তালিকায় তাসকিন আহমেদ তিন ধাপ এগিয়ে ২১ নম্বরে উঠে এসেছেন। সর্বশেষ সিরিজে ৯ উইকেট নিয়ে তিনি দলের সেরা বোলার ছিলেন। [372, 58, 459, 253]
ad-gallstone-topbar: শুধুমাত্র পিত্তপাথর রোগীদের জন্য সুখবর [643, 1189, 761, 1219]
ad-ent-body: আধুনিক মেশিনের মাধ্যমে রোগী চাইলে রোগ দেখতে পারেন [647, 1385, 757, 1401]
ad-ent-place: খুলনা মেডিকেল কলেজ হাসপাতাল । [656, 1454, 748, 1462]
mou-story [373, 1811, 456, 2164]
